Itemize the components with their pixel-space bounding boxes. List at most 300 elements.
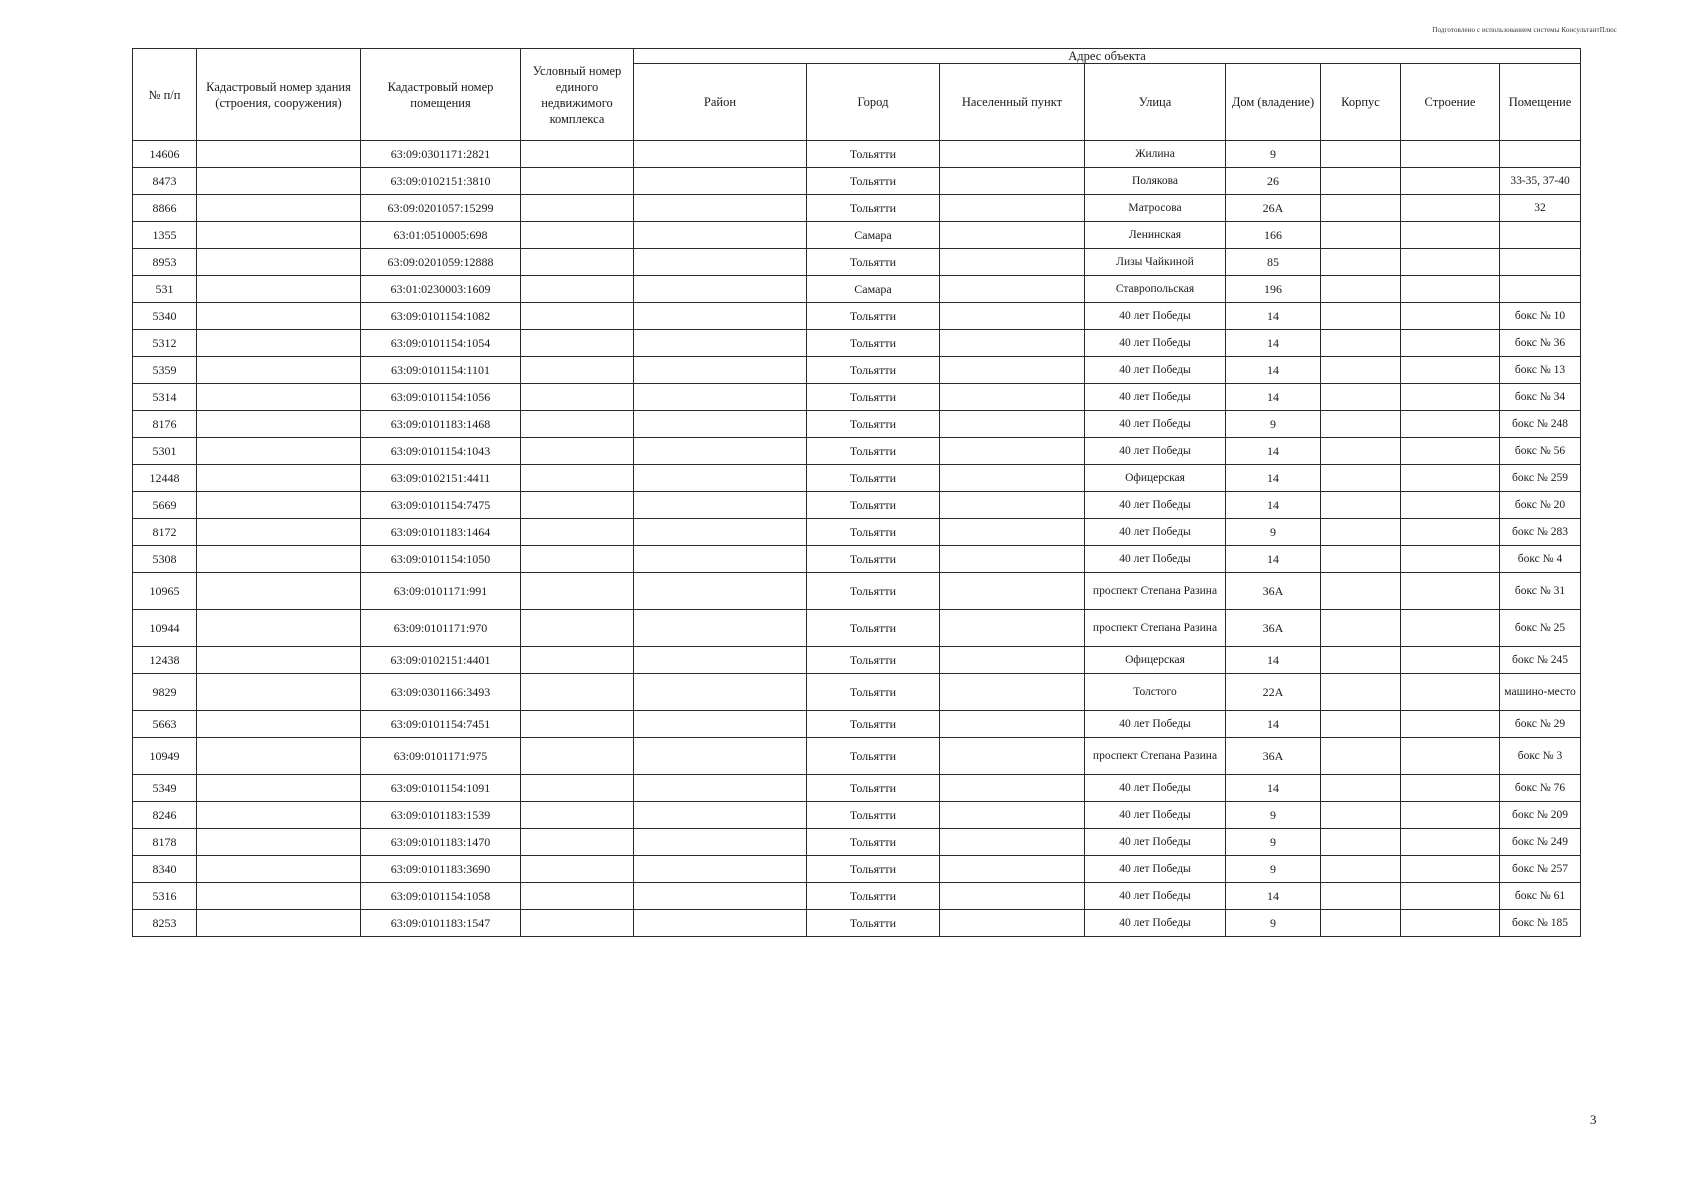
cell-house: 196 [1226, 276, 1321, 303]
cell-room: бокс № 56 [1500, 438, 1581, 465]
cell-room-cadastral: 63:09:0102151:4401 [361, 647, 521, 674]
cell-structure [1401, 465, 1500, 492]
cell-room: бокс № 31 [1500, 573, 1581, 610]
header-city: Город [807, 64, 940, 141]
cell-city: Тольятти [807, 438, 940, 465]
cell-room [1500, 222, 1581, 249]
cell-building [1321, 303, 1401, 330]
cell-settlement [940, 573, 1085, 610]
header-building: Корпус [1321, 64, 1401, 141]
table-header [133, 49, 1581, 141]
cell-district [634, 384, 807, 411]
cell-building [1321, 519, 1401, 546]
cell-num: 5663 [133, 711, 197, 738]
cell-building-cadastral [197, 647, 361, 674]
cell-num: 8176 [133, 411, 197, 438]
cell-city: Тольятти [807, 303, 940, 330]
cell-city: Тольятти [807, 330, 940, 357]
cell-conditional-number [521, 711, 634, 738]
cell-structure [1401, 546, 1500, 573]
cell-room: бокс № 20 [1500, 492, 1581, 519]
cell-building [1321, 775, 1401, 802]
cell-city: Тольятти [807, 546, 940, 573]
cell-house: 9 [1226, 802, 1321, 829]
table-row [133, 647, 1581, 674]
cell-building-cadastral [197, 519, 361, 546]
cell-room: бокс № 257 [1500, 856, 1581, 883]
cell-building-cadastral [197, 303, 361, 330]
cell-house: 14 [1226, 438, 1321, 465]
cell-city: Тольятти [807, 411, 940, 438]
cell-structure [1401, 573, 1500, 610]
cell-conditional-number [521, 357, 634, 384]
cell-city: Тольятти [807, 802, 940, 829]
cell-building-cadastral [197, 492, 361, 519]
cell-room: 33-35, 37-40 [1500, 168, 1581, 195]
cell-num: 10965 [133, 573, 197, 610]
cell-building [1321, 276, 1401, 303]
cell-street: Офицерская [1085, 647, 1226, 674]
cell-num: 5316 [133, 883, 197, 910]
cell-street: проспект Степана Разина [1085, 738, 1226, 775]
cell-settlement [940, 802, 1085, 829]
cell-building-cadastral [197, 829, 361, 856]
cell-district [634, 222, 807, 249]
cell-building-cadastral [197, 802, 361, 829]
cell-building [1321, 573, 1401, 610]
cell-street: Матросова [1085, 195, 1226, 222]
table-row [133, 775, 1581, 802]
cell-settlement [940, 438, 1085, 465]
cell-settlement [940, 647, 1085, 674]
cell-structure [1401, 802, 1500, 829]
cell-building-cadastral [197, 141, 361, 168]
cell-street: Офицерская [1085, 465, 1226, 492]
table-body [133, 141, 1581, 937]
cell-settlement [940, 249, 1085, 276]
table-row [133, 738, 1581, 775]
cell-conditional-number [521, 141, 634, 168]
cell-house: 14 [1226, 330, 1321, 357]
cell-num: 5349 [133, 775, 197, 802]
cell-room-cadastral: 63:09:0101183:1464 [361, 519, 521, 546]
cell-district [634, 519, 807, 546]
header-structure: Строение [1401, 64, 1500, 141]
cell-structure [1401, 647, 1500, 674]
cell-city: Тольятти [807, 141, 940, 168]
cell-conditional-number [521, 492, 634, 519]
cell-room-cadastral: 63:09:0201059:12888 [361, 249, 521, 276]
table-row [133, 910, 1581, 937]
cell-city: Тольятти [807, 775, 940, 802]
header-building-cadastral: Кадастровый номер здания (строения, сооружения) [197, 49, 361, 141]
cell-structure [1401, 411, 1500, 438]
cell-building-cadastral [197, 910, 361, 937]
table-row [133, 883, 1581, 910]
cell-conditional-number [521, 195, 634, 222]
cell-house: 26А [1226, 195, 1321, 222]
cell-room-cadastral: 63:09:0101154:7475 [361, 492, 521, 519]
cell-district [634, 330, 807, 357]
cell-room: бокс № 249 [1500, 829, 1581, 856]
cell-building [1321, 910, 1401, 937]
cell-room-cadastral: 63:01:0230003:1609 [361, 276, 521, 303]
cell-city: Тольятти [807, 829, 940, 856]
cell-room: бокс № 4 [1500, 546, 1581, 573]
cell-room: бокс № 13 [1500, 357, 1581, 384]
cell-building-cadastral [197, 195, 361, 222]
cell-num: 1355 [133, 222, 197, 249]
cell-building [1321, 883, 1401, 910]
cell-room-cadastral: 63:09:0101171:975 [361, 738, 521, 775]
cell-city: Тольятти [807, 674, 940, 711]
cell-conditional-number [521, 411, 634, 438]
cell-city: Самара [807, 276, 940, 303]
cell-room-cadastral: 63:09:0101183:3690 [361, 856, 521, 883]
cell-settlement [940, 303, 1085, 330]
cell-street: 40 лет Победы [1085, 711, 1226, 738]
cell-building [1321, 856, 1401, 883]
cell-structure [1401, 711, 1500, 738]
cell-district [634, 465, 807, 492]
cell-num: 5301 [133, 438, 197, 465]
cell-building-cadastral [197, 738, 361, 775]
cell-building [1321, 546, 1401, 573]
cell-house: 166 [1226, 222, 1321, 249]
cell-settlement [940, 276, 1085, 303]
cell-structure [1401, 610, 1500, 647]
cell-room-cadastral: 63:09:0101183:1539 [361, 802, 521, 829]
cell-settlement [940, 775, 1085, 802]
cell-room [1500, 276, 1581, 303]
cell-building-cadastral [197, 573, 361, 610]
cell-conditional-number [521, 674, 634, 711]
cell-conditional-number [521, 438, 634, 465]
cell-structure [1401, 829, 1500, 856]
cell-conditional-number [521, 775, 634, 802]
cell-room: бокс № 259 [1500, 465, 1581, 492]
cell-building [1321, 411, 1401, 438]
cell-num: 8953 [133, 249, 197, 276]
cell-city: Тольятти [807, 711, 940, 738]
table-row [133, 711, 1581, 738]
cell-district [634, 647, 807, 674]
cell-city: Тольятти [807, 738, 940, 775]
cell-building [1321, 610, 1401, 647]
cell-conditional-number [521, 222, 634, 249]
cell-building-cadastral [197, 249, 361, 276]
cell-house: 26 [1226, 168, 1321, 195]
cell-room-cadastral: 63:09:0101154:1101 [361, 357, 521, 384]
cell-street: проспект Степана Разина [1085, 610, 1226, 647]
cell-building [1321, 711, 1401, 738]
cell-structure [1401, 384, 1500, 411]
cell-structure [1401, 168, 1500, 195]
cell-room: бокс № 29 [1500, 711, 1581, 738]
cell-num: 12438 [133, 647, 197, 674]
cell-building [1321, 492, 1401, 519]
cell-settlement [940, 168, 1085, 195]
cell-district [634, 546, 807, 573]
cell-conditional-number [521, 573, 634, 610]
cell-room: бокс № 76 [1500, 775, 1581, 802]
cell-num: 8473 [133, 168, 197, 195]
cell-house: 14 [1226, 883, 1321, 910]
cell-settlement [940, 546, 1085, 573]
cell-num: 10944 [133, 610, 197, 647]
cell-room: бокс № 185 [1500, 910, 1581, 937]
cell-num: 5340 [133, 303, 197, 330]
header-room: Помещение [1500, 64, 1581, 141]
cell-city: Тольятти [807, 519, 940, 546]
cell-conditional-number [521, 802, 634, 829]
header-conditional-number: Условный номер единого недвижимого комплекса [521, 49, 634, 141]
table-row [133, 546, 1581, 573]
cell-street: 40 лет Победы [1085, 519, 1226, 546]
cell-settlement [940, 856, 1085, 883]
cell-street: Толстого [1085, 674, 1226, 711]
cell-num: 5669 [133, 492, 197, 519]
cell-num: 5312 [133, 330, 197, 357]
cell-structure [1401, 438, 1500, 465]
cell-street: Ленинская [1085, 222, 1226, 249]
cell-room: бокс № 245 [1500, 647, 1581, 674]
table-row [133, 222, 1581, 249]
cell-settlement [940, 384, 1085, 411]
cell-district [634, 775, 807, 802]
cell-district [634, 674, 807, 711]
cell-room: машино-место [1500, 674, 1581, 711]
cell-house: 9 [1226, 910, 1321, 937]
header-street: Улица [1085, 64, 1226, 141]
header-room-cadastral: Кадастровый номер помещения [361, 49, 521, 141]
cell-city: Тольятти [807, 195, 940, 222]
page-number: 3 [1590, 1112, 1597, 1127]
table-row [133, 610, 1581, 647]
cell-house: 9 [1226, 411, 1321, 438]
cell-building-cadastral [197, 610, 361, 647]
cell-district [634, 610, 807, 647]
cell-street: 40 лет Победы [1085, 910, 1226, 937]
cell-building [1321, 829, 1401, 856]
table-row [133, 438, 1581, 465]
cell-room: бокс № 248 [1500, 411, 1581, 438]
cell-building [1321, 738, 1401, 775]
cell-settlement [940, 910, 1085, 937]
cell-building-cadastral [197, 883, 361, 910]
table-row [133, 168, 1581, 195]
table-row [133, 674, 1581, 711]
cell-num: 5359 [133, 357, 197, 384]
cell-room-cadastral: 63:09:0201057:15299 [361, 195, 521, 222]
cell-street: 40 лет Победы [1085, 438, 1226, 465]
table-row [133, 330, 1581, 357]
cell-street: 40 лет Победы [1085, 775, 1226, 802]
header-row-top [133, 49, 1581, 64]
cell-room-cadastral: 63:09:0102151:3810 [361, 168, 521, 195]
cell-building-cadastral [197, 465, 361, 492]
cell-district [634, 249, 807, 276]
cell-building [1321, 384, 1401, 411]
cell-structure [1401, 330, 1500, 357]
cell-city: Тольятти [807, 910, 940, 937]
cell-street: 40 лет Победы [1085, 411, 1226, 438]
cell-building-cadastral [197, 546, 361, 573]
cell-building-cadastral [197, 384, 361, 411]
cell-building-cadastral [197, 856, 361, 883]
cell-house: 14 [1226, 775, 1321, 802]
cell-street: 40 лет Победы [1085, 303, 1226, 330]
cell-building [1321, 647, 1401, 674]
cell-city: Тольятти [807, 465, 940, 492]
cell-building-cadastral [197, 168, 361, 195]
cell-district [634, 195, 807, 222]
header-settlement: Населенный пункт [940, 64, 1085, 141]
cell-settlement [940, 610, 1085, 647]
cell-district [634, 411, 807, 438]
cell-conditional-number [521, 610, 634, 647]
cell-district [634, 357, 807, 384]
cell-building [1321, 195, 1401, 222]
cell-room-cadastral: 63:09:0101154:1056 [361, 384, 521, 411]
cell-settlement [940, 222, 1085, 249]
cell-num: 5314 [133, 384, 197, 411]
cell-conditional-number [521, 856, 634, 883]
cell-settlement [940, 492, 1085, 519]
cell-street: 40 лет Победы [1085, 330, 1226, 357]
cell-num: 8253 [133, 910, 197, 937]
table-row [133, 519, 1581, 546]
cell-building-cadastral [197, 357, 361, 384]
cell-building-cadastral [197, 411, 361, 438]
table-row [133, 411, 1581, 438]
cell-city: Тольятти [807, 357, 940, 384]
cell-structure [1401, 141, 1500, 168]
cell-room [1500, 141, 1581, 168]
cell-house: 36А [1226, 738, 1321, 775]
cell-settlement [940, 141, 1085, 168]
cell-room-cadastral: 63:09:0301171:2821 [361, 141, 521, 168]
cell-street: Полякова [1085, 168, 1226, 195]
table-row [133, 573, 1581, 610]
cell-street: 40 лет Победы [1085, 802, 1226, 829]
cell-building [1321, 465, 1401, 492]
cell-conditional-number [521, 546, 634, 573]
cell-district [634, 276, 807, 303]
cell-street: проспект Степана Разина [1085, 573, 1226, 610]
cell-building [1321, 330, 1401, 357]
cell-num: 5308 [133, 546, 197, 573]
cell-building [1321, 168, 1401, 195]
cell-room: бокс № 34 [1500, 384, 1581, 411]
cell-street: Лизы Чайкиной [1085, 249, 1226, 276]
cell-room-cadastral: 63:09:0101171:970 [361, 610, 521, 647]
cell-settlement [940, 465, 1085, 492]
cell-house: 9 [1226, 141, 1321, 168]
cell-room-cadastral: 63:09:0101154:7451 [361, 711, 521, 738]
cell-room: бокс № 283 [1500, 519, 1581, 546]
cell-house: 9 [1226, 856, 1321, 883]
cell-district [634, 738, 807, 775]
cell-building [1321, 141, 1401, 168]
table-row [133, 492, 1581, 519]
cell-house: 14 [1226, 647, 1321, 674]
cell-city: Тольятти [807, 168, 940, 195]
cell-house: 36А [1226, 610, 1321, 647]
cell-room: бокс № 25 [1500, 610, 1581, 647]
cell-conditional-number [521, 330, 634, 357]
header-num: № п/п [133, 49, 197, 141]
cell-street: 40 лет Победы [1085, 829, 1226, 856]
cell-room [1500, 249, 1581, 276]
cell-city: Тольятти [807, 856, 940, 883]
cell-district [634, 573, 807, 610]
cell-house: 14 [1226, 465, 1321, 492]
cell-district [634, 910, 807, 937]
cell-street: 40 лет Победы [1085, 357, 1226, 384]
cell-district [634, 856, 807, 883]
table-row [133, 303, 1581, 330]
cell-settlement [940, 330, 1085, 357]
cell-num: 8246 [133, 802, 197, 829]
table-row [133, 829, 1581, 856]
cell-district [634, 492, 807, 519]
cell-settlement [940, 829, 1085, 856]
table-row [133, 802, 1581, 829]
cell-settlement [940, 519, 1085, 546]
cell-street: Жилина [1085, 141, 1226, 168]
cell-structure [1401, 357, 1500, 384]
cell-district [634, 168, 807, 195]
header-district: Район [634, 64, 807, 141]
cell-num: 8866 [133, 195, 197, 222]
cell-num: 12448 [133, 465, 197, 492]
cell-room: бокс № 10 [1500, 303, 1581, 330]
cell-conditional-number [521, 384, 634, 411]
cell-room: бокс № 61 [1500, 883, 1581, 910]
cell-conditional-number [521, 465, 634, 492]
table-row [133, 465, 1581, 492]
table-row [133, 195, 1581, 222]
cell-building [1321, 249, 1401, 276]
cell-num: 531 [133, 276, 197, 303]
cell-district [634, 141, 807, 168]
cell-street: 40 лет Победы [1085, 492, 1226, 519]
cell-building-cadastral [197, 276, 361, 303]
cell-conditional-number [521, 249, 634, 276]
cell-building-cadastral [197, 674, 361, 711]
cell-settlement [940, 195, 1085, 222]
cell-city: Тольятти [807, 384, 940, 411]
cell-district [634, 883, 807, 910]
cell-structure [1401, 856, 1500, 883]
table-row [133, 276, 1581, 303]
cell-city: Тольятти [807, 573, 940, 610]
cell-room: бокс № 3 [1500, 738, 1581, 775]
cell-room-cadastral: 63:09:0101183:1468 [361, 411, 521, 438]
cell-num: 9829 [133, 674, 197, 711]
cell-room: бокс № 209 [1500, 802, 1581, 829]
cell-structure [1401, 276, 1500, 303]
cell-room-cadastral: 63:09:0101154:1054 [361, 330, 521, 357]
cell-structure [1401, 492, 1500, 519]
cell-room: бокс № 36 [1500, 330, 1581, 357]
cell-conditional-number [521, 647, 634, 674]
cell-district [634, 303, 807, 330]
cell-structure [1401, 249, 1500, 276]
table-row [133, 384, 1581, 411]
cell-street: 40 лет Победы [1085, 856, 1226, 883]
